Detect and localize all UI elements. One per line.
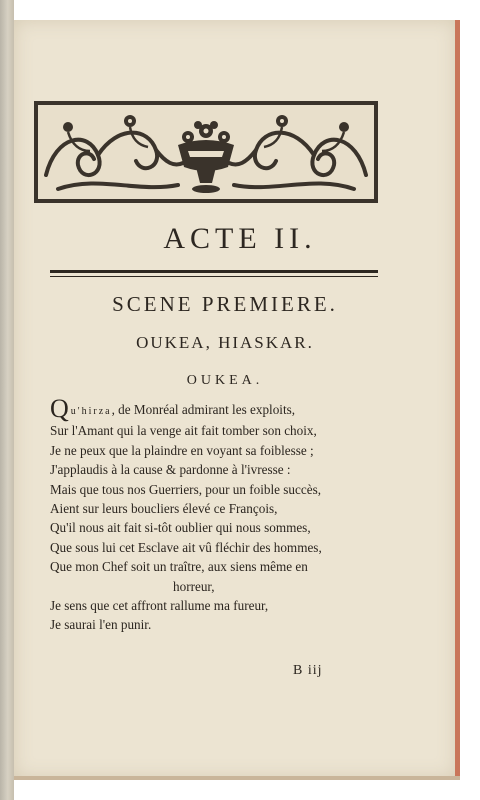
verse-line: J'applaudis à la cause & pardonne à l'ivresse : [50,462,291,478]
speaker-name: OUKEA. [186,373,264,388]
verse-line: Je saurai l'en punir. [50,617,152,633]
scene-characters: OUKEA, HIASKAR. [136,333,314,352]
verse-block [50,394,380,635]
page-red-edge [455,20,460,778]
verse-line: Que mon Chef soit un traître, aux siens même en [50,559,308,575]
verse-line: Mais que tous nos Guerriers, pour un foible succès, [50,481,322,497]
title-divider-thin [50,276,378,277]
verse-line-text: , de Monréal admirant les exploits, [111,402,296,417]
book-spine-edge [0,0,14,800]
act-title: ACTE II. [163,222,317,255]
verse-line: Je sens que cet affront rallume ma fureur, [50,598,269,614]
verse-line [50,394,380,423]
verse-line: Je ne peux que la plaindre en voyant sa foiblesse ; [50,442,314,458]
signature-mark: B iij [293,663,323,678]
title-divider-thick [50,270,378,273]
name-smallcaps: u'hirza [70,406,112,417]
page-bottom-edge [14,776,460,780]
scene-title: SCENE PREMIERE. [112,292,338,316]
drop-cap: Q [50,394,69,423]
verse-line: Que sous lui cet Esclave ait vû fléchir des hommes, [50,539,322,555]
verse-line: Aient sur leurs boucliers élevé ce François, [50,501,278,517]
verse-line-continuation: horreur, [173,578,215,594]
floral-headpiece-ornament [34,101,378,203]
ornament-icon [38,105,374,199]
verse-line: Sur l'Amant qui la venge ait fait tomber son choix, [50,423,317,439]
verse-line: Qu'il nous ait fait si-tôt oublier qui nous sommes, [50,520,311,536]
